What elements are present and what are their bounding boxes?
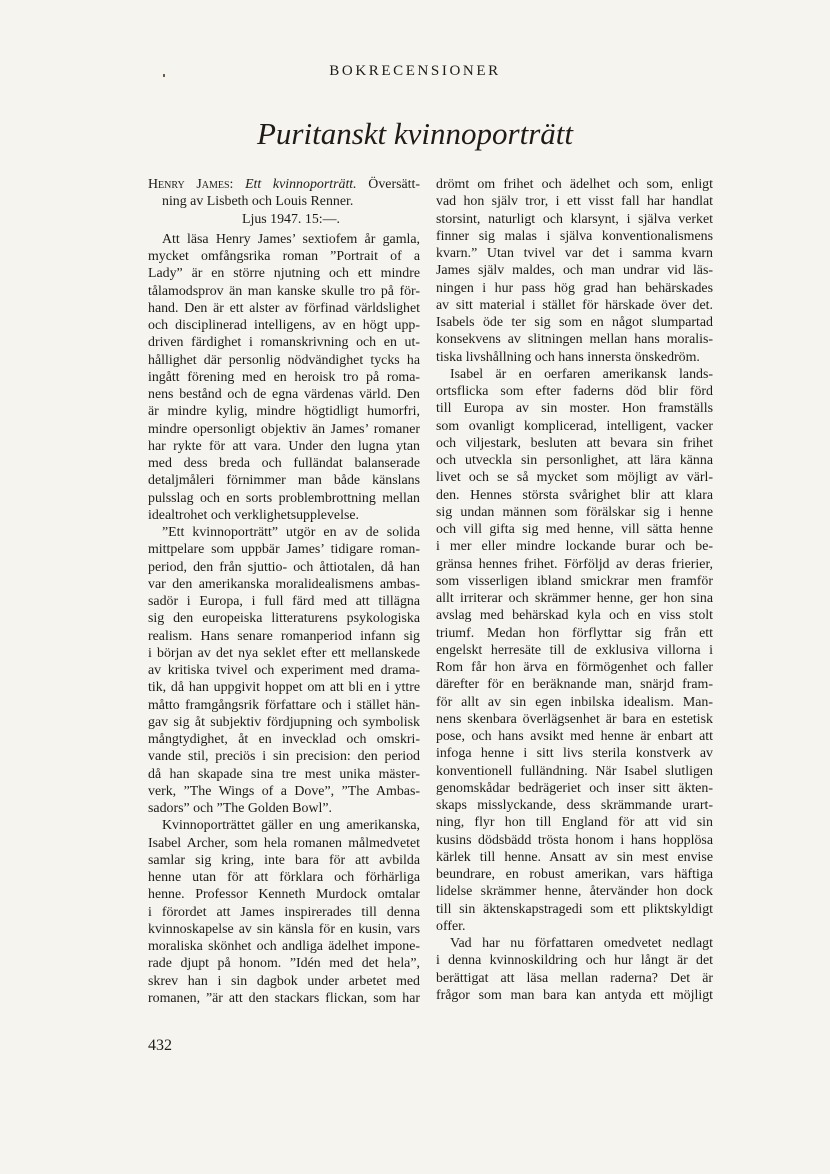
text-line: till sin äktenskapstragedi som ett pliktskyldigt	[436, 901, 713, 917]
text-line: ning, flyr hon till England för att vid sin	[436, 815, 713, 831]
text-line: berättigat att läsa mellan raderna? Det är	[436, 970, 713, 986]
review-header	[148, 176, 420, 228]
text-line: tik, då han uppgivit hoppet om att bli en i yttre	[148, 680, 420, 696]
article-title: Puritanskt kvinnoporträtt	[256, 116, 573, 151]
text-line: engelskt herresäte till de exklusiva villorna i	[436, 642, 713, 658]
text-line: i denna kvinnoskildring och hur långt är det	[436, 953, 713, 969]
text-line: realism. Hans senare romanperiod infann sig	[148, 628, 420, 644]
header-colon: :	[229, 177, 234, 192]
text-line: rade djupt på honom. ”Idén med det hela”,	[148, 956, 420, 972]
text-line: hand. Den är ett alster av förfinad världslighet	[148, 300, 420, 316]
text-line: Isabels öde ter sig som en något slumpartad	[436, 315, 713, 330]
text-line: allt irriterar och skrämmer henne, ger hon sina	[436, 591, 713, 606]
text-line: som visserligen ibland smickrar men framför	[436, 573, 713, 589]
text-line: avslag med behärskad kyla och en viss stolt	[436, 608, 713, 624]
text-line: ningen i hur pass hög grad han behärskades	[436, 280, 713, 296]
text-line: med dess breda och fulländat balanserade	[148, 456, 420, 471]
text-line: genomskådar bedrägeriet och inser sitt äkten-	[436, 780, 713, 796]
text-line: driven färdighet i romanskrivning och en ut-	[148, 335, 420, 351]
text-line: tiska livshållning och hans innersta önskedröm.	[436, 349, 700, 365]
text-line: i förordet att James inspirerades till denna	[148, 904, 420, 920]
text-line: tålamodsprov än man kanske skulle tro på för-	[148, 283, 420, 299]
text-line: Isabel Archer, som hela romanen målmedvetet	[148, 835, 420, 851]
text-line: sig den europeiska litteraturens psykologiska	[148, 611, 420, 627]
text-line: då han skapade sina tre mest unika mäster-	[148, 766, 420, 782]
paragraph	[148, 817, 420, 1007]
text-line: Vad har nu författaren omedvetet nedlagt	[450, 936, 713, 951]
text-line: kärlek till henne. Ansatt av sin mest envise	[436, 849, 713, 865]
text-line: måtto framgångsrik författare och i stället hän-	[148, 697, 420, 713]
text-line: konventionell fulländning. När Isabel slutligen	[436, 763, 713, 779]
page-number: 432	[148, 1037, 172, 1054]
translation-note-start: Översätt-	[368, 177, 420, 192]
text-line: moraliska skönhet och andliga ädelhet impone-	[148, 939, 420, 954]
text-line: och utveckla sin personlighet, att lära känna	[436, 453, 713, 468]
text-line: kvinnoskapelse av sin känsla för en kusin, vars	[148, 921, 420, 937]
text-line: och disciplinerad intelligens, av en högt upp-	[148, 318, 420, 333]
text-line: henne utan för att förklara och förhärliga	[148, 870, 420, 885]
right-column	[436, 176, 713, 1004]
text-line: nens bestånd och de egna värdenas värld. Den	[148, 387, 420, 402]
text-line: sadors” och ”The Golden Bowl”.	[148, 801, 332, 816]
paragraph	[436, 366, 713, 935]
text-line: idealtrohet och verklighetsupplevelse.	[148, 507, 359, 523]
text-line: skrev han i sin dagbok under arbetet med	[148, 973, 420, 989]
text-line: mycket omfångsrika roman ”Portrait of a	[148, 249, 420, 264]
text-line: gav sig åt subjektiv fördjupning och symbolisk	[148, 714, 420, 730]
text-line: och vill gifta sig med henne, vill sätta henne	[436, 522, 713, 537]
text-line: i mer eller mindre lockande burar och be-	[436, 539, 713, 555]
text-line: ”Ett kvinnoporträtt” utgör en av de solida	[162, 525, 420, 540]
text-line: period, den från sjuttio- och åttiotalen, då han	[148, 559, 420, 575]
text-line: skaps misslyckande, dess skrämmande urart-	[436, 798, 713, 813]
text-line: ingått förening med en heroisk tro på roma-	[148, 369, 420, 385]
text-line: i början av det nya seklet efter ett mellanskede	[148, 645, 420, 661]
text-line: Att läsa Henry James’ sextiofem år gamla,	[162, 231, 420, 247]
text-line: mindre opersonligt objektiv än James’ romaner	[148, 421, 420, 437]
text-line: James själv maldes, och man undrar vid läs-	[436, 263, 713, 279]
paragraph	[148, 231, 420, 524]
text-line: därefter för en beräknande man, snärjd fram-	[436, 677, 713, 693]
text-line: offer.	[436, 918, 466, 934]
text-line: Kvinnoporträttet gäller en ung amerikanska,	[162, 818, 420, 834]
text-line: Lady” är en större njutning och ett mindre	[148, 266, 420, 282]
text-line: storsint, naturligt och klarsynt, i själva verket	[436, 211, 713, 227]
text-line: konsekvens av slitningen mellan hans moralis-	[436, 332, 713, 348]
text-line: pulsslag och en sorts problembrottning mellan	[148, 490, 420, 506]
text-line: vande stil, preciös i sin precision: den period	[148, 749, 420, 765]
text-line: hållighet där personlig nödvändighet tycks ha	[148, 352, 420, 368]
text-line: beundrare, en robust amerikan, vars häftiga	[436, 867, 713, 882]
text-line: av sitt material i stället för härskade över det.	[436, 297, 713, 313]
running-head: BOKRECENSIONER	[329, 63, 501, 79]
text-line: som ovanligt komplicerad, intelligent, vacker	[436, 418, 713, 434]
text-line: infoga henne i sitt livs sterila konstverk av	[436, 746, 713, 762]
book-author: Henry James	[148, 177, 230, 192]
text-line: kvarn.” Utan tvivel var det i samma kvarn	[436, 246, 713, 261]
publisher-price-line: Ljus 1947. 15:—.	[241, 211, 340, 227]
review-header-line-1	[148, 176, 420, 193]
text-line: till Europa av sin moster. Hon framställs	[436, 401, 713, 417]
text-line: ortsflicka som efter faderns död blir förd	[436, 384, 713, 399]
text-line: finner sig malas i själva konventionalismens	[436, 228, 713, 244]
paragraph	[436, 176, 713, 366]
paragraph	[436, 935, 713, 1004]
text-line: den. Hennes största svårighet blir att klara	[436, 487, 713, 503]
left-column	[148, 176, 420, 1007]
text-line: mångtydighet, åt en invecklad och omskri-	[148, 732, 420, 747]
paragraph	[148, 524, 420, 817]
text-line: är mindre kylig, mindre högtidligt humorfri,	[148, 404, 420, 420]
text-line: lidelse skrämmer henne, återvänder hon dock	[436, 884, 713, 900]
text-line: Isabel är en oerfaren amerikansk lands-	[450, 366, 713, 382]
text-line: pose, och hans avsikt med henne är enbart att	[436, 729, 713, 744]
text-line: triumf. Medan hon förflyttar sig från ett	[436, 625, 713, 641]
text-line: livet och se så mycket som möjligt av värl-	[436, 470, 713, 486]
text-line: drömt om frihet och ädelhet och som, enligt	[436, 177, 713, 192]
text-line: samlar sig kring, inte bara för att avbilda	[148, 852, 420, 868]
text-line: detaljmåleri förnimmer man både känslans	[148, 473, 420, 489]
text-line: romanen, ”är att den stackars flickan, som har	[148, 990, 420, 1006]
text-line: av kritiska tvivel och experiment med drama-	[148, 663, 420, 678]
text-line: henne. Professor Kenneth Murdock omtalar	[148, 887, 420, 903]
text-line: verk, ”The Wings of a Dove”, ”The Ambas-	[148, 783, 420, 799]
text-line: frågor som man bara kan antyda ett möjligt	[436, 987, 713, 1003]
book-title: Ett kvinnoporträtt.	[245, 177, 357, 192]
text-line: vad hon själv tror, i ett visst fall har handlat	[436, 194, 713, 210]
text-line: har rykte för att vara. Under den lugna ytan	[148, 438, 420, 454]
text-line: nens skenbara överlägsenhet är bara en estetisk	[436, 711, 713, 727]
text-line: för allt av sin egen inbilska idealism. Man-	[436, 694, 713, 710]
text-line: sig undan männen som förälskar sig i henne	[436, 504, 713, 520]
text-line: mittpelare som uppbär James’ tidigare roman-	[148, 542, 420, 558]
translator-line: ning av Lisbeth och Louis Renner.	[162, 194, 354, 210]
text-line: och viljestark, besluten att bevara sin frihet	[436, 435, 713, 451]
text-line: var den amerikanska moralidealismens ambas-	[148, 576, 420, 592]
text-line: gränsa hennes frihet. Förföljd av deras frierier,	[436, 556, 713, 572]
text-line: kusins dödsbädd trösta honom i hans hopplösa	[436, 832, 713, 848]
text-line: Rom får hon ärva en förmögenhet och faller	[436, 660, 713, 675]
text-line: sadör i Europa, i full färd med att tillägna	[148, 594, 420, 609]
